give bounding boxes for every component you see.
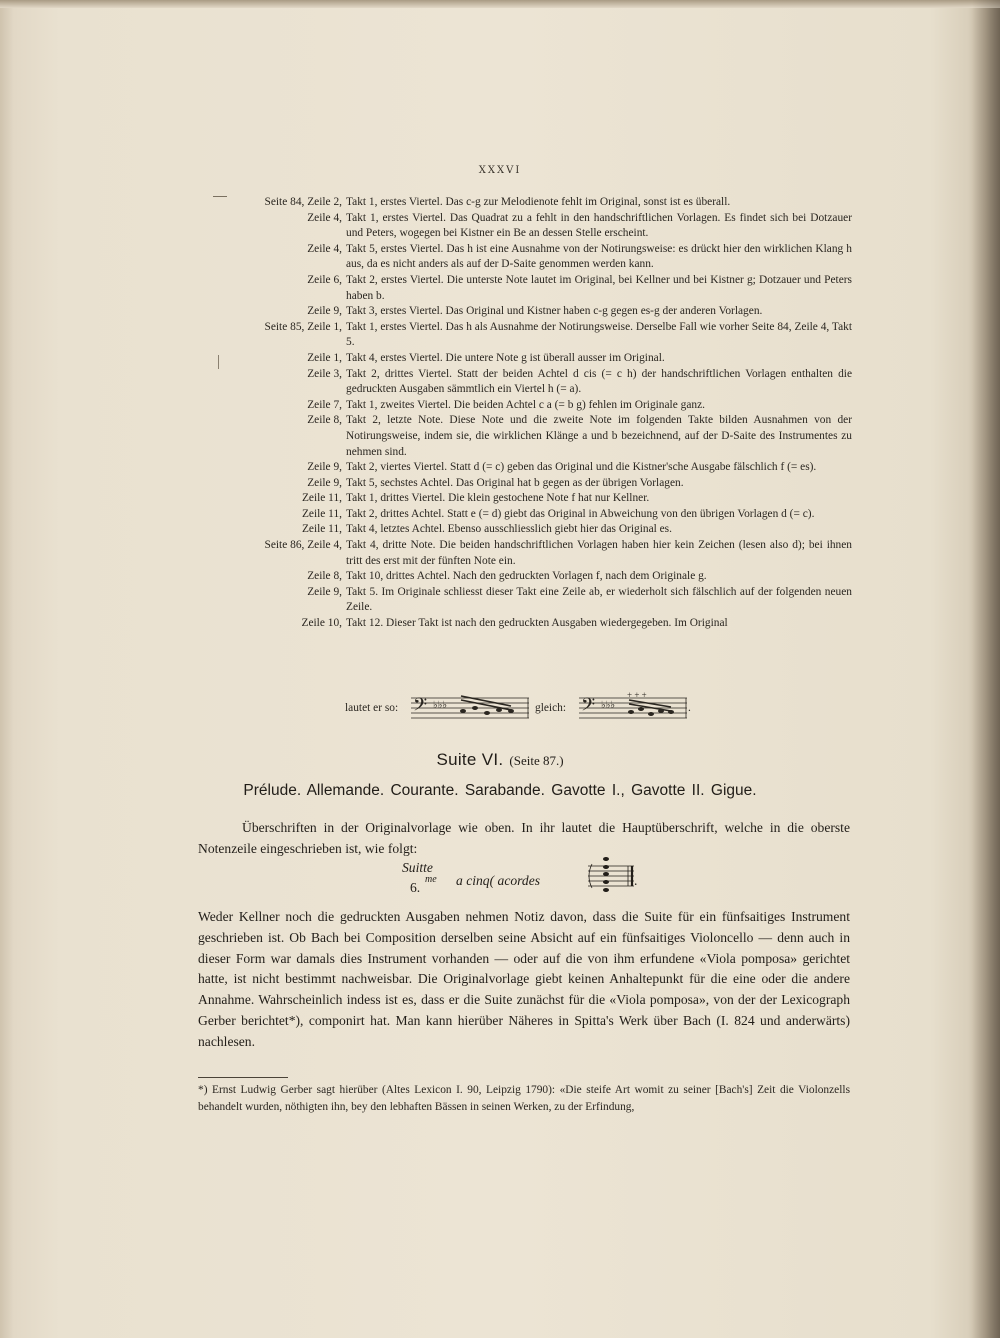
bass-clef-music-example-1	[411, 692, 529, 722]
note-entry	[226, 460, 852, 476]
svg-text:𝄢: 𝄢	[581, 695, 596, 720]
note-location: Zeile 9,	[307, 585, 342, 598]
svg-text:𝄢: 𝄢	[413, 695, 428, 720]
note-text: Takt 1, drittes Viertel. Die klein gestochene Note f hat nur Kellner.	[346, 492, 650, 505]
note-entry	[226, 476, 852, 492]
note-location: Zeile 9,	[307, 476, 342, 489]
note-text: Takt 2, erstes Viertel. Die unterste Note lautet im Original, bei Kellner und bei Kistner g; Dotzauer und Peters haben b.	[346, 273, 852, 302]
note-location: Zeile 11,	[301, 523, 342, 536]
music-line-middle: gleich:	[535, 702, 566, 714]
suite-title: Suite VI.	[436, 750, 504, 769]
note-location: Zeile 11,	[301, 507, 342, 520]
note-text: Takt 2, letzte Note. Diese Note und die zweite Note im folgenden Takte bilden Ausnahmen von der Notirungsweise, indem sie, die wirklichen Klänge a und b bezeichnend, auf der D-Saite des Instrumentes zu nehmen sind.	[346, 414, 852, 458]
note-entry	[226, 195, 852, 211]
paragraph-1: Überschriften in der Originalvorlage wie oben. In ihr lautet die Hauptüberschrift, welche in die oberste Notenzeile eingeschrieben ist, wie folgt:	[198, 820, 850, 856]
note-entry	[226, 304, 852, 320]
note-location: Zeile 8,	[307, 570, 342, 583]
note-text: Takt 10, drittes Achtel. Nach den gedruckten Vorlagen f, nach dem Originale g.	[346, 570, 707, 583]
note-entry	[226, 367, 852, 398]
note-location: Zeile 6,	[307, 273, 342, 286]
suite-heading	[0, 750, 1000, 770]
footnote-rule	[198, 1077, 288, 1078]
music-line-before: lautet er so:	[345, 702, 399, 714]
note-text: Takt 5, sechstes Achtel. Das Original hat b gegen as der übrigen Vorlagen.	[346, 476, 684, 489]
note-text: Takt 5, erstes Viertel. Das h ist eine Ausnahme von der Notirungsweise: es drückt hier den wirklichen Klang h aus, da es nicht anders als auf der D-Saite genommen werden kann.	[346, 242, 852, 271]
inscription-number: 6.	[410, 880, 421, 895]
note-text: Takt 12. Dieser Takt ist nach den gedruckten Ausgaben wiedergegeben. Im Original	[346, 617, 728, 630]
note-entry	[226, 398, 852, 414]
svg-text:+ + +: + + +	[627, 692, 647, 700]
movement-list: Prélude. Allemande. Courante. Sarabande. Gavotte I., Gavotte II. Gigue.	[243, 782, 757, 799]
note-text: Takt 1, erstes Viertel. Das h als Ausnahme der Notirungsweise. Derselbe Fall wie vorher Seite 84, Zeile 4, Takt 5.	[346, 320, 852, 349]
note-entry	[226, 413, 852, 460]
svg-text:♭♭♭: ♭♭♭	[601, 700, 616, 711]
original-inscription	[394, 860, 654, 900]
suite-page-ref: (Seite 87.)	[509, 753, 564, 768]
svg-text:♭♭♭: ♭♭♭	[433, 700, 448, 711]
note-entry	[226, 507, 852, 523]
paragraph-2: Weder Kellner noch die gedruckten Ausgaben nehmen Notiz davon, dass die Suite für ein fünfsaitiges Instrument geschrieben ist. Ob Bach bei Composition derselben seine Absicht auf ein fünfsaitiges Violoncello — denn auch in dieser Form war damals dies Instrument vorhanden — oder auf die von ihm erfundene «Viola pomposa» gerichtet hatte, ist nicht bestimmt nachweisbar. Die Originalvorlage giebt keinen Anhaltepunkt für die eine oder die andere Annahme. Wahrscheinlich indess ist es, dass er die Suite zunächst für die «Viola pomposa», von der der Lexicograph Gerber berichtet*), componirt hat. Man kann hierüber Näheres in Spitta's Werk über Bach (I. 824 und anderwärts) nachlesen.	[198, 909, 850, 1049]
note-text: Takt 4, erstes Viertel. Die untere Note g ist überall ausser im Original.	[346, 351, 665, 364]
note-text: Takt 2, viertes Viertel. Statt d (= c) geben das Original und die Kistner'sche Ausgabe fälschlich f (= es).	[346, 461, 817, 474]
inscription-end: .	[634, 873, 638, 888]
note-entry	[226, 538, 852, 569]
note-text: Takt 1, erstes Viertel. Das Quadrat zu a fehlt in den handschriftlichen Vorlagen. Es findet sich bei Dotzauer und Peters, wogegen bei Kistner ein Be an dessen Stelle erscheint.	[346, 211, 852, 240]
footnote: *) Ernst Ludwig Gerber sagt hierüber (Altes Lexicon I. 90, Leipzig 1790): «Die steife Art womit zu seiner [Bach's] Zeit die Violonzells behandelt wurden, nöthigten ihn, bey den lebhaften Bässen in seinen Werken, zu der Erfindung,	[198, 1084, 850, 1113]
critical-notes-list	[226, 195, 852, 632]
note-location: Zeile 9,	[307, 305, 342, 318]
note-entry	[226, 522, 852, 538]
note-location: Zeile 4,	[307, 242, 342, 255]
page-number: XXXVI	[478, 165, 522, 176]
note-entry	[226, 211, 852, 242]
music-line-end: .	[688, 702, 691, 714]
inscription-text: a cinq( acordes	[456, 873, 541, 888]
note-location: Zeile 4,	[307, 211, 342, 224]
bass-clef-music-example-2	[579, 692, 687, 722]
note-text: Takt 5. Im Originale schliesst dieser Takt eine Zeile ab, er wiederholt sich fälschlich auf der folgenden neuen Zeile.	[346, 585, 852, 614]
page-top-edge	[0, 0, 1000, 8]
note-entry	[226, 585, 852, 616]
pencil-mark	[213, 196, 227, 197]
inscription-line1: Suitte	[402, 860, 433, 875]
note-text: Takt 4, dritte Note. Die beiden handschriftlichen Vorlagen haben hier kein Zeichen (lesen also d); bei ihnen tritt des erst mit der fünften Note ein.	[346, 539, 852, 567]
note-location: Zeile 11,	[301, 492, 342, 505]
note-location: Seite 85, Zeile 1,	[264, 320, 342, 333]
margin-mark	[218, 355, 219, 369]
note-entry	[226, 569, 852, 585]
five-string-chord-notation	[584, 856, 640, 896]
note-entry	[226, 273, 852, 304]
inscription-superscript: me	[425, 874, 437, 885]
note-location: Zeile 9,	[307, 461, 342, 474]
note-text: Takt 1, zweites Viertel. Die beiden Achtel c a (= b g) fehlen im Originale ganz.	[346, 398, 705, 411]
note-text: Takt 4, letztes Achtel. Ebenso ausschliesslich giebt hier das Original es.	[346, 523, 672, 536]
note-text: Takt 2, drittes Achtel. Statt e (= d) giebt das Original in Abweichung von den übrigen Vorlagen d (= c).	[346, 507, 815, 520]
note-location: Zeile 1,	[307, 351, 342, 364]
book-spine-shadow	[972, 0, 1000, 1338]
note-text: Takt 3, erstes Viertel. Das Original und Kistner haben c-g gegen es-g der anderen Vorlagen.	[346, 305, 763, 318]
note-entry	[226, 320, 852, 351]
note-location: Zeile 10,	[301, 617, 342, 630]
note-entry	[226, 242, 852, 273]
note-location: Seite 86, Zeile 4,	[264, 539, 342, 552]
note-text: Takt 1, erstes Viertel. Das c-g zur Melodienote fehlt im Original, sonst ist es überall.	[346, 196, 731, 208]
note-text: Takt 2, drittes Viertel. Statt der beiden Achtel d cis (= c h) der handschriftlichen Vorlagen enthalten die gedruckten Ausgaben sämmtlich ein Viertel h (= a).	[346, 367, 852, 396]
note-entry	[226, 351, 852, 367]
note-location: Seite 84, Zeile 2,	[264, 196, 342, 208]
note-location: Zeile 7,	[307, 398, 342, 411]
note-location: Zeile 8,	[307, 414, 342, 427]
note-entry	[226, 491, 852, 507]
note-location: Zeile 3,	[307, 367, 342, 380]
note-entry	[226, 616, 852, 632]
